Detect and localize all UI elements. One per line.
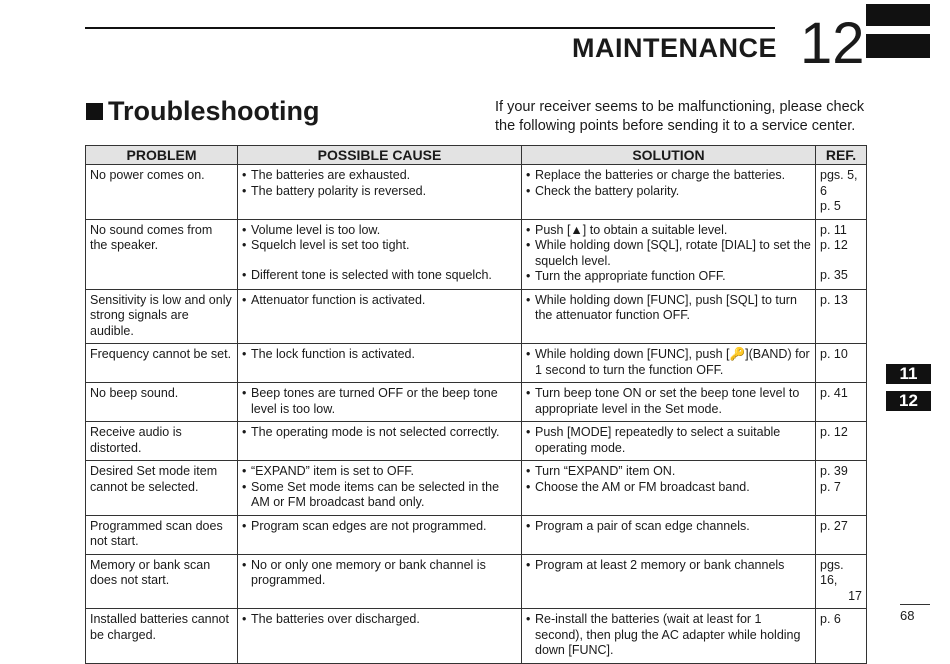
- table-header-row: [86, 146, 867, 165]
- cause-cell: [238, 165, 522, 220]
- intro-paragraph: If your receiver seems to be malfunctioning, please check the following points before sending it to a service center.: [495, 99, 865, 134]
- ref-item: p. 41: [820, 386, 848, 400]
- ref-cell: [816, 219, 867, 289]
- cause-item: • Squelch level is set too tight.: [242, 238, 517, 254]
- table-row: [86, 554, 867, 609]
- solution-cell: [522, 554, 816, 609]
- cause-item: • Program scan edges are not programmed.: [242, 519, 517, 535]
- section-title: Troubleshooting: [108, 96, 320, 126]
- solution-item: • Turn the appropriate function OFF.: [526, 269, 811, 285]
- ref-item: p. 11: [820, 222, 847, 237]
- ref-item: p. 10: [820, 347, 848, 361]
- ref-item: p. 39: [820, 464, 848, 478]
- cause-cell: [238, 554, 522, 609]
- solution-cell: [522, 289, 816, 344]
- ref-item: p. 7: [820, 479, 841, 494]
- cause-item: • Beep tones are turned OFF or the beep tone level is too low.: [242, 386, 517, 417]
- table-row: [86, 344, 867, 383]
- cause-cell: [238, 422, 522, 461]
- cause-cell: [238, 344, 522, 383]
- problem-cell: Programmed scan does not start.: [86, 515, 238, 554]
- problem-cell: No sound comes from the speaker.: [86, 219, 238, 289]
- ref-item: p. 35: [820, 267, 848, 282]
- square-bullet-icon: [86, 103, 103, 120]
- ref-item: 17: [848, 588, 862, 603]
- table-row: [86, 461, 867, 516]
- table-row: [86, 609, 867, 664]
- solution-cell: [522, 344, 816, 383]
- table-row: [86, 289, 867, 344]
- cause-item: • The batteries over discharged.: [242, 612, 517, 628]
- solution-item: • Check the battery polarity.: [526, 184, 811, 200]
- ref-item: pgs. 5, 6: [820, 168, 858, 198]
- cause-item: • The battery polarity is reversed.: [242, 184, 517, 200]
- solution-cell: [522, 422, 816, 461]
- table-row: [86, 219, 867, 289]
- column-header-ref: REF.: [816, 146, 867, 165]
- solution-cell: [522, 165, 816, 220]
- problem-cell: No power comes on.: [86, 165, 238, 220]
- solution-cell: [522, 383, 816, 422]
- ref-item: p. 5: [820, 199, 841, 213]
- chapter-marker-bar: [866, 4, 930, 26]
- problem-cell: Installed batteries cannot be charged.: [86, 609, 238, 664]
- cause-item: • No or only one memory or bank channel is programmed.: [242, 558, 517, 589]
- ref-item: pgs. 16,: [820, 557, 844, 587]
- solution-cell: [522, 461, 816, 516]
- page-number: 68: [900, 608, 915, 623]
- cause-item: • The batteries are exhausted.: [242, 168, 517, 184]
- table-row: [86, 515, 867, 554]
- ref-cell: [816, 165, 867, 220]
- table-row: [86, 383, 867, 422]
- ref-cell: [816, 289, 867, 344]
- footer-rule: [900, 604, 930, 605]
- cause-item: • The operating mode is not selected correctly.: [242, 425, 517, 441]
- column-header-solution: SOLUTION: [522, 146, 816, 165]
- solution-item: • Choose the AM or FM broadcast band.: [526, 480, 811, 496]
- solution-item: • Turn beep tone ON or set the beep tone level to appropriate level in the Set mode.: [526, 386, 811, 417]
- ref-cell: [816, 383, 867, 422]
- section-heading: [86, 96, 319, 127]
- chapter-number: 12: [800, 11, 865, 76]
- column-header-cause: POSSIBLE CAUSE: [238, 146, 522, 165]
- table-row: [86, 165, 867, 220]
- ref-cell: [816, 344, 867, 383]
- cause-item: • Different tone is selected with tone squelch.: [242, 268, 517, 284]
- ref-item: p. 27: [820, 518, 848, 533]
- ref-item: p. 12: [820, 238, 848, 252]
- chapter-tab-12[interactable]: 12: [886, 391, 931, 411]
- ref-item: p. 6: [820, 612, 841, 626]
- solution-item: • Re-install the batteries (wait at least for 1 second), then plug the AC adapter while holding down [FUNC].: [526, 612, 811, 659]
- problem-cell: No beep sound.: [86, 383, 238, 422]
- solution-item: • Program a pair of scan edge channels.: [526, 519, 811, 535]
- cause-cell: [238, 461, 522, 516]
- cause-item: • The lock function is activated.: [242, 347, 517, 363]
- solution-item: • Program at least 2 memory or bank channels: [526, 558, 811, 574]
- problem-cell: Receive audio is distorted.: [86, 422, 238, 461]
- problem-cell: Desired Set mode item cannot be selected.: [86, 461, 238, 516]
- problem-cell: Frequency cannot be set.: [86, 344, 238, 383]
- solution-cell: [522, 609, 816, 664]
- ref-cell: [816, 515, 867, 554]
- cause-item: • “EXPAND” item is set to OFF.: [242, 464, 517, 480]
- solution-item: • While holding down [FUNC], push [🔑](BAND) for 1 second to turn the function OFF.: [526, 347, 811, 378]
- problem-cell: Memory or bank scan does not start.: [86, 554, 238, 609]
- chapter-tab-11[interactable]: 11: [886, 364, 931, 384]
- ref-item: p. 12: [820, 425, 848, 439]
- solution-cell: [522, 219, 816, 289]
- problem-cell: Sensitivity is low and only strong signals are audible.: [86, 289, 238, 344]
- solution-item: • Push [▲] to obtain a suitable level.: [526, 223, 811, 239]
- troubleshooting-table: [85, 145, 867, 664]
- solution-item: • While holding down [SQL], rotate [DIAL] to set the squelch level.: [526, 238, 811, 269]
- solution-item: • Push [MODE] repeatedly to select a suitable operating mode.: [526, 425, 811, 456]
- table-row: [86, 422, 867, 461]
- cause-cell: [238, 609, 522, 664]
- solution-item: • While holding down [FUNC], push [SQL] to turn the attenuator function OFF.: [526, 293, 811, 324]
- chapter-marker-bar: [866, 34, 930, 58]
- solution-item: • Replace the batteries or charge the batteries.: [526, 168, 811, 184]
- cause-cell: [238, 515, 522, 554]
- ref-item: p. 13: [820, 292, 848, 307]
- ref-cell: [816, 609, 867, 664]
- solution-item: • Turn “EXPAND” item ON.: [526, 464, 811, 480]
- cause-cell: [238, 383, 522, 422]
- cause-item: • Attenuator function is activated.: [242, 293, 517, 309]
- ref-cell: [816, 461, 867, 516]
- cause-item: • Some Set mode items can be selected in the AM or FM broadcast band only.: [242, 480, 517, 511]
- header-rule: [85, 27, 775, 29]
- ref-cell: [816, 554, 867, 609]
- chapter-title: MAINTENANCE: [572, 33, 777, 63]
- ref-cell: [816, 422, 867, 461]
- cause-item: • Volume level is too low.: [242, 223, 517, 239]
- cause-cell: [238, 289, 522, 344]
- cause-cell: [238, 219, 522, 289]
- column-header-problem: PROBLEM: [86, 146, 238, 165]
- solution-cell: [522, 515, 816, 554]
